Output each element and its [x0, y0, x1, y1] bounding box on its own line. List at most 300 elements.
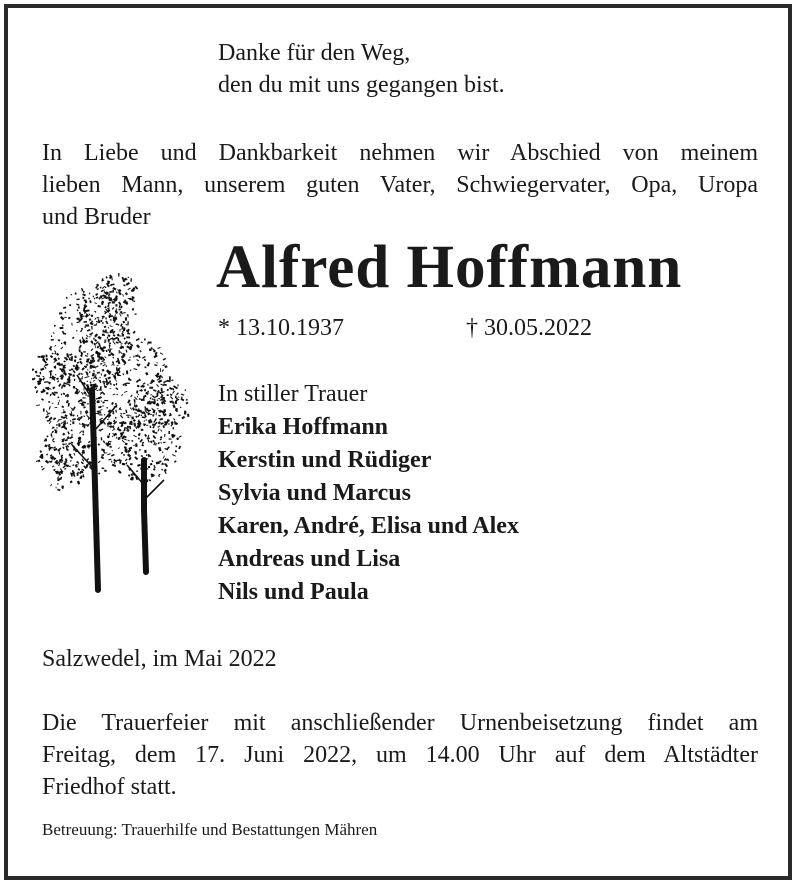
leaf-speck [71, 429, 73, 431]
leaf-speck [83, 307, 85, 310]
leaf-speck [139, 350, 141, 352]
leaf-speck [107, 305, 110, 308]
leaf-speck [150, 463, 153, 466]
leaf-speck [81, 367, 85, 370]
leaf-speck [120, 306, 123, 309]
leaf-speck [63, 382, 66, 384]
leaf-speck [71, 473, 73, 477]
leaf-speck [152, 398, 154, 400]
leaf-speck [82, 397, 85, 398]
leaf-speck [126, 462, 128, 464]
leaf-speck [51, 431, 54, 434]
leaf-speck [129, 357, 131, 358]
leaf-speck [52, 392, 55, 394]
leaf-speck [121, 452, 123, 454]
leaf-speck [175, 401, 177, 404]
leaf-speck [80, 330, 82, 332]
leaf-speck [158, 421, 161, 424]
leaf-speck [87, 381, 88, 382]
leaf-speck [72, 337, 75, 340]
motto [218, 37, 505, 101]
leaf-speck [106, 332, 108, 333]
leaf-speck [94, 333, 98, 337]
leaf-speck [109, 345, 111, 347]
leaf-speck [164, 471, 167, 474]
leaf-speck [57, 363, 59, 365]
leaf-speck [112, 429, 115, 431]
leaf-speck [59, 451, 61, 454]
leaf-speck [127, 440, 129, 442]
leaf-speck [111, 454, 115, 457]
leaf-speck [86, 364, 88, 366]
leaf-speck [63, 307, 66, 309]
leaf-speck [62, 331, 65, 335]
leaf-speck [76, 298, 79, 300]
leaf-speck [137, 464, 141, 467]
leaf-speck [141, 455, 143, 457]
leaf-speck [102, 322, 103, 324]
leaf-speck [136, 338, 140, 341]
leaf-speck [121, 394, 123, 396]
leaf-speck [172, 391, 175, 394]
leaf-speck [59, 400, 60, 402]
leaf-speck [137, 394, 139, 395]
leaf-speck [177, 384, 178, 386]
leaf-speck [107, 334, 110, 337]
leaf-speck [82, 297, 85, 300]
leaf-speck [96, 385, 98, 387]
leaf-speck [138, 437, 140, 439]
leaf-speck [97, 305, 101, 308]
leaf-speck [125, 317, 127, 321]
leaf-speck [156, 393, 158, 396]
leaf-speck [117, 460, 119, 461]
leaf-speck [79, 475, 83, 479]
leaf-speck [101, 448, 105, 451]
leaf-speck [133, 445, 135, 446]
leaf-speck [120, 409, 122, 411]
leaf-speck [143, 395, 146, 398]
leaf-speck [54, 325, 56, 327]
leaf-speck [157, 408, 159, 410]
leaf-speck [150, 397, 152, 399]
leaf-speck [100, 363, 102, 365]
leaf-speck [72, 464, 74, 466]
leaf-speck [68, 376, 70, 379]
leaf-speck [164, 409, 166, 412]
leaf-speck [42, 377, 45, 380]
leaf-speck [98, 389, 102, 391]
leaf-speck [163, 455, 165, 458]
leaf-speck [70, 460, 72, 462]
leaf-speck [110, 441, 112, 443]
leaf-speck [46, 392, 48, 394]
leaf-speck [70, 420, 72, 422]
leaf-speck [70, 294, 72, 296]
leaf-speck [104, 414, 106, 416]
leaf-speck [152, 395, 156, 398]
leaf-speck [66, 297, 68, 299]
mourners-block [218, 378, 519, 609]
leaf-speck [145, 372, 148, 376]
leaf-speck [61, 343, 62, 345]
leaf-speck [147, 438, 150, 439]
leaf-speck [127, 449, 131, 453]
leaf-speck [113, 301, 115, 302]
leaf-speck [100, 320, 102, 322]
leaf-speck [150, 426, 152, 428]
leaf-speck [77, 415, 78, 417]
leaf-speck [118, 470, 122, 474]
leaf-speck [167, 389, 169, 392]
leaf-speck [70, 424, 72, 426]
leaf-speck [118, 292, 122, 296]
leaf-speck [102, 278, 103, 281]
leaf-speck [87, 444, 91, 446]
leaf-speck [98, 461, 101, 464]
leaf-speck [128, 474, 130, 476]
leaf-speck [153, 465, 155, 468]
leaf-speck [116, 383, 118, 385]
leaf-speck [83, 351, 86, 352]
leaf-speck [41, 468, 44, 471]
leaf-speck [46, 410, 49, 413]
leaf-speck [80, 411, 81, 415]
leaf-speck [148, 466, 150, 468]
leaf-speck [133, 355, 135, 357]
leaf-speck [144, 359, 146, 362]
leaf-speck [81, 392, 84, 395]
leaf-speck [139, 398, 141, 400]
leaf-speck [72, 409, 74, 410]
leaf-speck [37, 356, 40, 358]
leaf-speck [143, 420, 145, 422]
leaf-speck [160, 429, 162, 431]
place-date: Salzwedel, im Mai 2022 [42, 646, 277, 672]
leaf-speck [119, 350, 120, 353]
leaf-speck [53, 441, 55, 443]
mourner-name: Nils und Paula [218, 579, 369, 605]
leaf-speck [60, 316, 64, 320]
funeral-service-text [42, 707, 758, 803]
leaf-speck [101, 409, 103, 410]
leaf-speck [156, 399, 158, 401]
leaf-speck [132, 308, 135, 311]
leaf-speck [153, 435, 157, 439]
leaf-speck [69, 353, 72, 356]
leaf-speck [89, 361, 93, 364]
leaf-speck [158, 425, 161, 427]
leaf-speck [93, 370, 94, 372]
leaf-speck [127, 333, 130, 335]
leaf-speck [116, 365, 118, 366]
leaf-speck [133, 423, 136, 427]
leaf-speck [92, 373, 94, 376]
leaf-speck [103, 362, 105, 363]
leaf-speck [174, 460, 177, 463]
leaf-speck [158, 415, 161, 417]
leaf-speck [64, 317, 67, 318]
leaf-speck [144, 434, 147, 437]
leaf-speck [121, 356, 123, 357]
leaf-speck [157, 347, 160, 349]
leaf-speck [132, 300, 136, 302]
leaf-speck [112, 464, 116, 467]
leaf-speck [71, 368, 73, 370]
leaf-speck [89, 336, 91, 338]
leaf-speck [130, 415, 131, 417]
leaf-speck [110, 349, 113, 350]
leaf-speck [141, 414, 143, 416]
leaf-speck [51, 339, 54, 341]
leaf-speck [92, 366, 95, 369]
leaf-speck [39, 450, 42, 453]
leaf-speck [109, 351, 111, 353]
leaf-speck [83, 406, 86, 408]
leaf-speck [146, 454, 148, 456]
leaf-speck [120, 413, 122, 415]
leaf-speck [158, 442, 160, 444]
leaf-speck [141, 429, 144, 431]
leaf-speck [150, 441, 153, 444]
leaf-speck [81, 373, 83, 375]
leaf-speck [169, 387, 172, 390]
leaf-speck [36, 390, 38, 393]
leaf-speck [93, 338, 95, 340]
leaf-speck [69, 436, 73, 439]
leaf-speck [136, 344, 140, 348]
leaf-speck [128, 277, 129, 278]
leaf-speck [174, 421, 176, 425]
leaf-speck [81, 461, 84, 464]
leaf-speck [105, 365, 107, 367]
leaf-speck [124, 341, 128, 345]
leaf-speck [136, 470, 138, 472]
leaf-speck [106, 452, 108, 453]
leaf-speck [116, 309, 118, 310]
leaf-speck [98, 444, 100, 446]
leaf-speck [102, 286, 105, 289]
leaf-speck [107, 425, 109, 427]
leaf-speck [118, 308, 121, 310]
leaf-speck [44, 366, 45, 368]
intro-line: In Liebe und Dankbarkeit nehmen wir Abschied von meinem [42, 140, 758, 166]
leaf-speck [139, 439, 143, 443]
leaf-speck [176, 392, 179, 395]
leaf-speck [59, 327, 63, 329]
leaf-speck [104, 356, 106, 358]
leaf-speck [150, 394, 152, 396]
leaf-speck [61, 412, 63, 413]
leaf-speck [61, 394, 62, 396]
leaf-speck [162, 369, 164, 372]
leaf-speck [122, 440, 125, 443]
leaf-speck [162, 425, 165, 428]
leaf-speck [134, 399, 136, 403]
leaf-speck [151, 460, 153, 462]
leaf-speck [152, 426, 155, 429]
leaf-speck [133, 435, 137, 437]
leaf-speck [69, 466, 71, 467]
leaf-speck [127, 321, 129, 325]
leaf-speck [149, 349, 151, 351]
leaf-speck [172, 404, 175, 408]
leaf-speck [111, 315, 113, 317]
leaf-speck [57, 489, 60, 492]
leaf-speck [113, 461, 115, 464]
leaf-speck [181, 416, 185, 419]
leaf-speck [98, 472, 100, 474]
mourner-name: Karen, André, Elisa und Alex [218, 513, 519, 539]
leaf-speck [58, 383, 61, 387]
leaf-speck [72, 374, 75, 377]
leaf-speck [156, 362, 158, 363]
leaf-speck [102, 364, 105, 366]
leaf-speck [102, 454, 104, 456]
leaf-speck [94, 317, 96, 319]
leaf-speck [130, 395, 133, 398]
leaf-speck [184, 411, 186, 415]
leaf-speck [108, 459, 111, 461]
leaf-speck [94, 311, 96, 313]
leaf-speck [113, 394, 116, 396]
leaf-speck [112, 412, 115, 415]
leaf-speck [89, 371, 91, 373]
leaf-speck [160, 436, 163, 439]
leaf-speck [99, 380, 101, 382]
leaf-speck [109, 383, 112, 385]
leaf-speck [90, 348, 93, 351]
leaf-speck [88, 418, 90, 420]
leaf-speck [119, 313, 122, 316]
leaf-speck [130, 463, 133, 465]
leaf-speck [168, 423, 169, 425]
leaf-speck [46, 453, 48, 455]
leaf-speck [126, 370, 128, 374]
leaf-speck [58, 339, 60, 341]
leaf-speck [96, 296, 99, 298]
leaf-speck [148, 342, 152, 344]
leaf-speck [146, 425, 148, 426]
leaf-speck [52, 465, 55, 467]
leaf-speck [53, 332, 55, 334]
leaf-speck [76, 330, 78, 332]
leaf-speck [81, 328, 83, 330]
leaf-speck [102, 401, 105, 404]
leaf-speck [82, 474, 84, 477]
deceased-name: Alfred Hoffmann [216, 234, 683, 301]
leaf-speck [103, 330, 105, 333]
leaf-speck [128, 457, 131, 461]
leaf-speck [152, 414, 154, 417]
leaf-speck [70, 407, 73, 409]
leaf-speck [160, 368, 161, 372]
leaf-speck [133, 429, 136, 432]
leaf-speck [85, 355, 88, 357]
leaf-speck [109, 433, 111, 435]
leaf-speck [106, 350, 108, 352]
leaf-speck [104, 400, 108, 401]
leaf-speck [133, 419, 136, 422]
leaf-speck [122, 463, 126, 466]
leaf-speck [84, 299, 87, 303]
leaf-speck [156, 461, 160, 464]
leaf-speck [91, 315, 93, 318]
leaf-speck [64, 311, 66, 313]
leaf-speck [181, 394, 185, 396]
leaf-speck [49, 421, 52, 424]
leaf-speck [86, 415, 90, 419]
leaf-speck [125, 292, 128, 295]
leaf-speck [108, 327, 109, 329]
leaf-speck [105, 321, 108, 325]
leaf-speck [180, 398, 184, 402]
leaf-speck [180, 406, 182, 408]
leaf-speck [43, 408, 45, 411]
leaf-speck [79, 423, 81, 425]
leaf-speck [82, 430, 84, 433]
leaf-speck [115, 403, 117, 405]
leaf-speck [45, 367, 47, 369]
leaf-speck [176, 437, 179, 440]
leaf-speck [160, 438, 162, 440]
leaf-speck [107, 376, 111, 379]
leaf-speck [58, 463, 60, 466]
leaf-speck [40, 372, 42, 375]
leaf-speck [78, 468, 81, 471]
leaf-speck [131, 440, 133, 442]
leaf-speck [93, 343, 96, 346]
leaf-speck [143, 424, 146, 425]
leaf-speck [163, 358, 166, 361]
leaf-speck [123, 438, 127, 440]
leaf-speck [95, 345, 96, 348]
leaf-speck [112, 307, 115, 310]
leaf-speck [97, 317, 100, 319]
leaf-speck [144, 338, 146, 340]
leaf-speck [139, 449, 141, 451]
leaf-speck [95, 286, 98, 289]
leaf-speck [123, 454, 125, 456]
leaf-speck [136, 390, 138, 393]
leaf-speck [94, 324, 97, 325]
leaf-speck [120, 415, 123, 419]
leaf-speck [122, 373, 124, 376]
leaf-speck [88, 298, 90, 300]
leaf-speck [62, 446, 64, 448]
leaf-speck [160, 352, 163, 354]
leaf-speck [89, 292, 90, 294]
leaf-speck [64, 443, 67, 445]
leaf-speck [77, 309, 79, 311]
leaf-speck [127, 453, 131, 457]
leaf-speck [128, 359, 131, 361]
leaf-speck [100, 287, 102, 289]
leaf-speck [87, 403, 89, 405]
leaf-speck [102, 369, 105, 372]
leaf-speck [149, 410, 151, 411]
leaf-speck [68, 317, 71, 319]
leaf-speck [111, 284, 115, 286]
leaf-speck [91, 326, 93, 328]
leaf-speck [112, 425, 115, 428]
mourner-name: Sylvia und Marcus [218, 480, 411, 506]
leaf-speck [61, 385, 63, 388]
leaf-speck [42, 376, 44, 378]
leaf-speck [101, 373, 103, 375]
leaf-speck [99, 418, 103, 421]
leaf-speck [56, 487, 57, 489]
